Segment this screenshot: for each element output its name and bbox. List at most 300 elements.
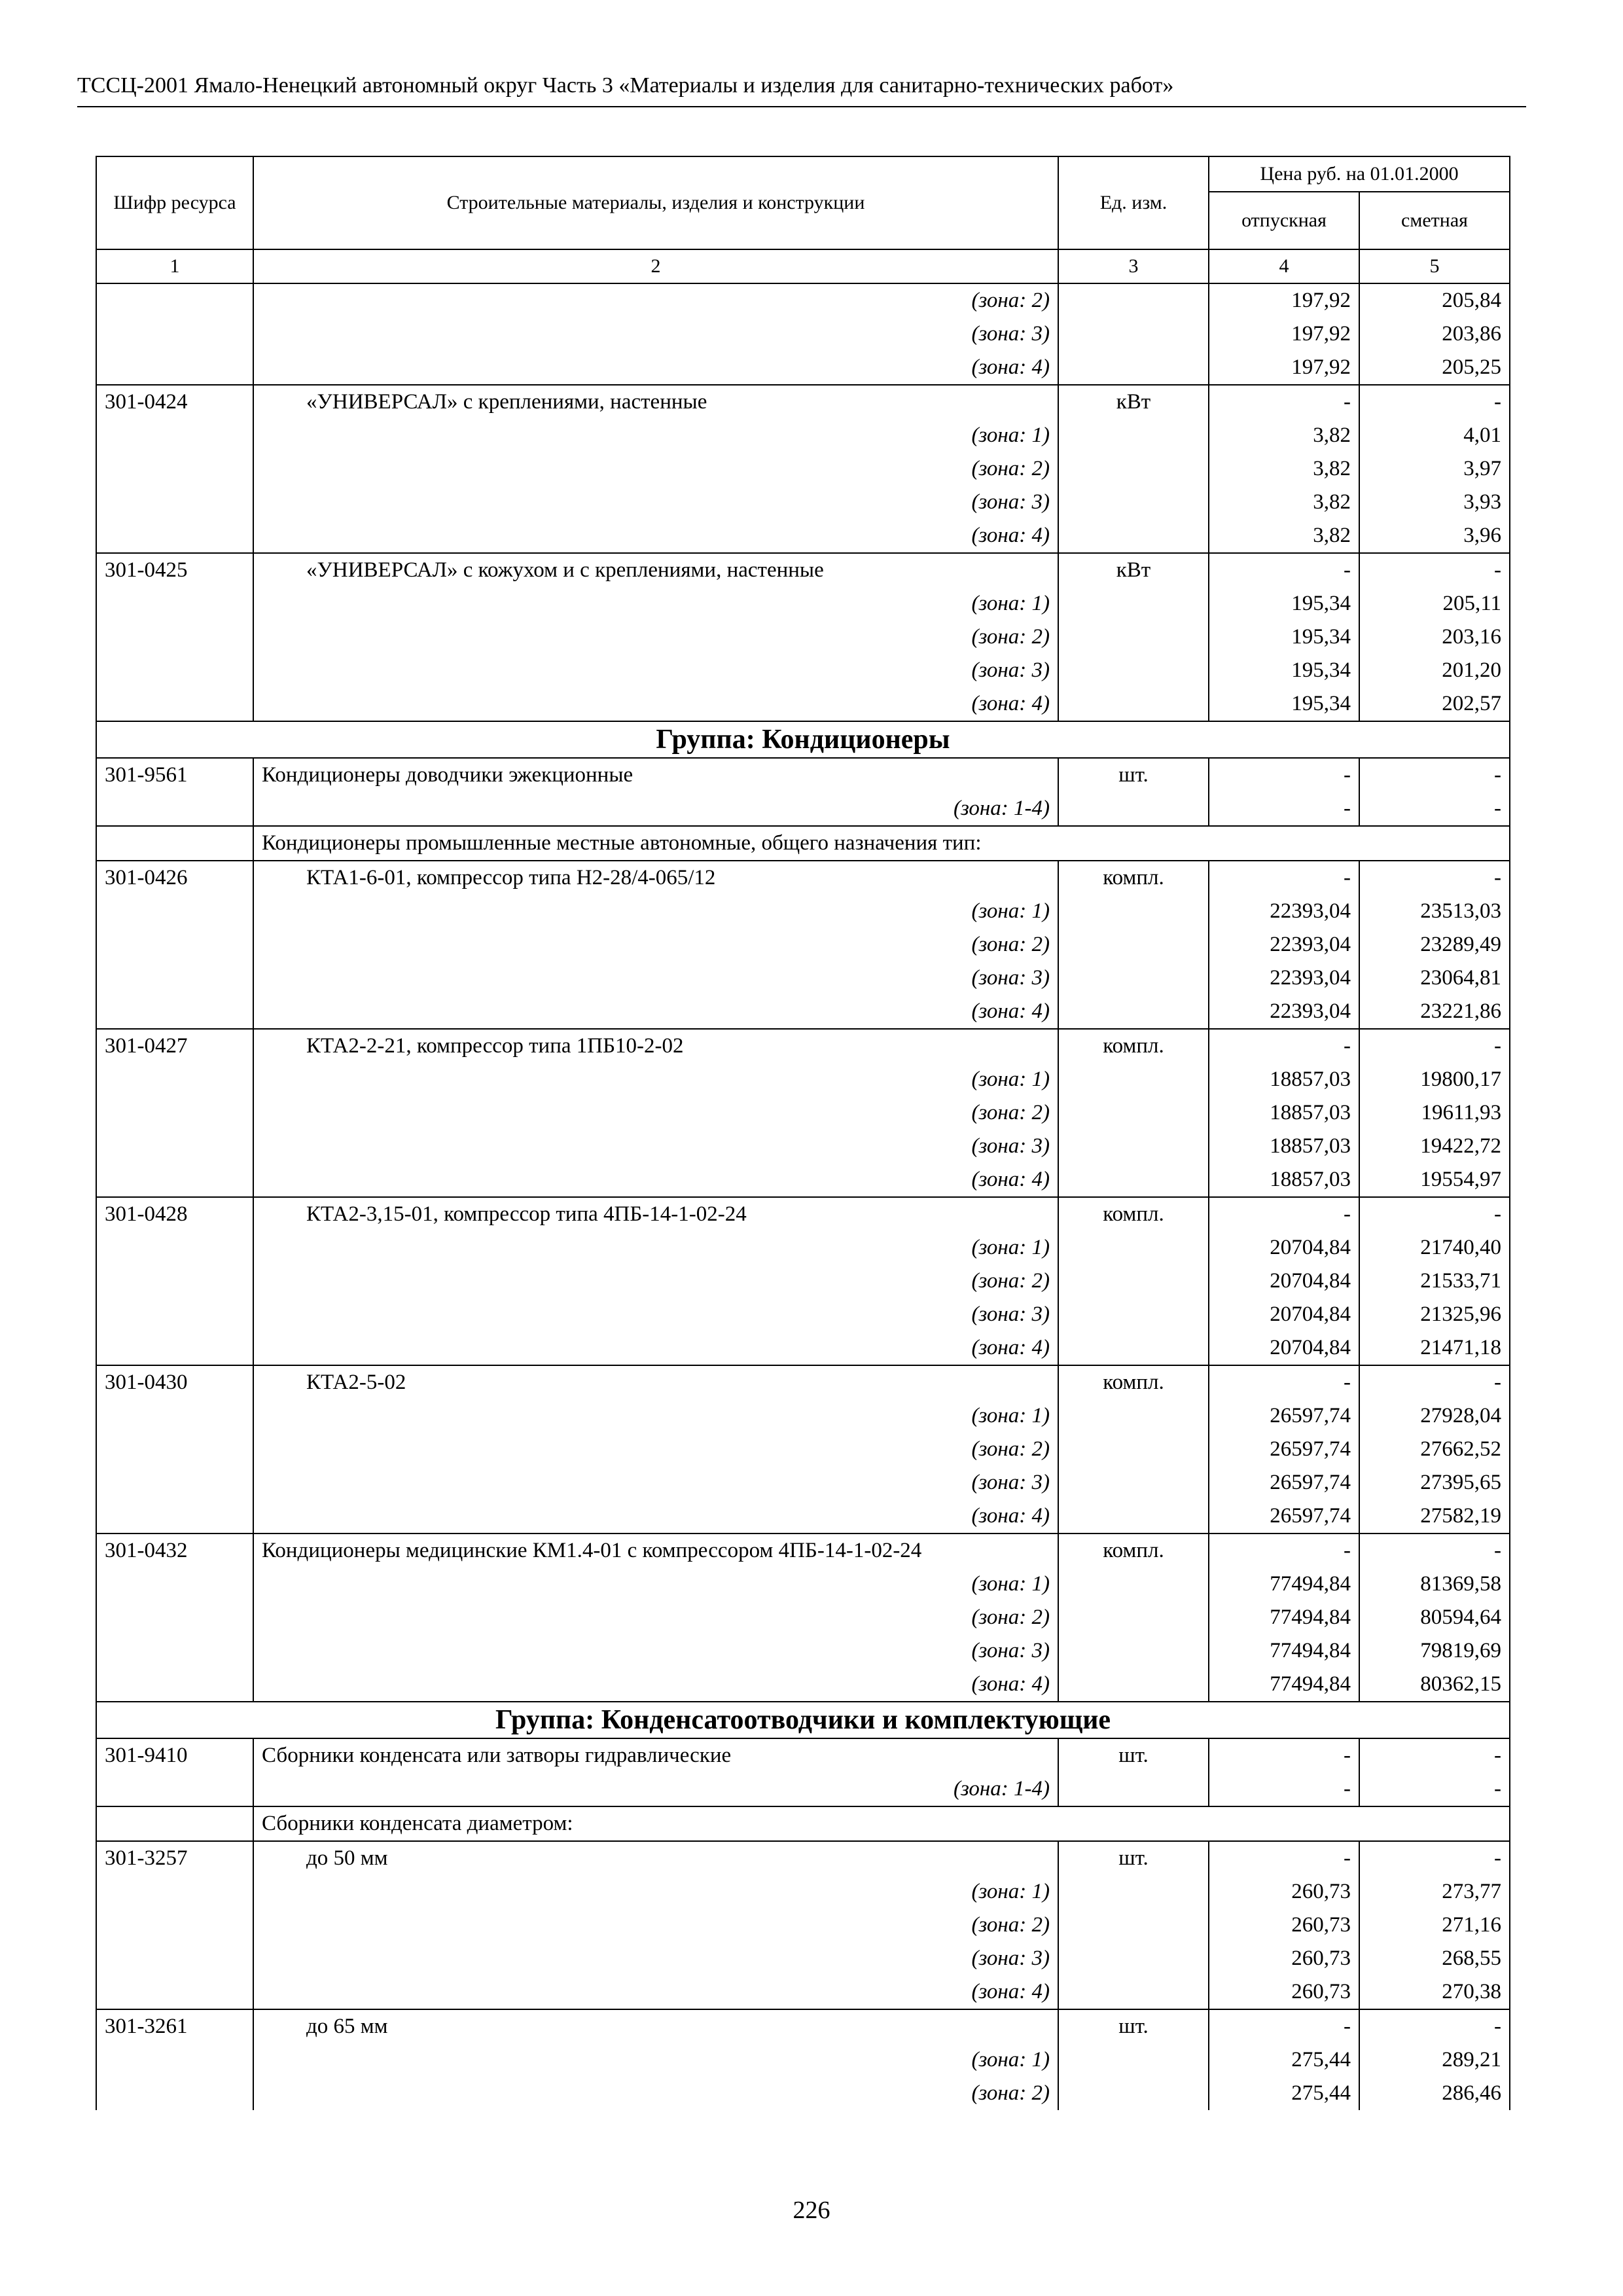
unit-cell (1058, 519, 1209, 553)
unit-cell (1058, 1634, 1209, 1668)
zone-row (96, 895, 1510, 928)
zone-label: (зона: 1) (253, 895, 1058, 928)
release-price: 260,73 (1209, 1875, 1359, 1909)
resource-code-cell (96, 1130, 253, 1163)
estimate-price: 270,38 (1359, 1975, 1510, 2009)
resource-code: 301-3257 (96, 1841, 253, 1875)
zone-label: (зона: 4) (253, 519, 1058, 553)
resource-code-cell (96, 283, 253, 317)
zone-label: (зона: 2) (253, 452, 1058, 486)
estimate-price: 27928,04 (1359, 1399, 1510, 1433)
estimate-price: 268,55 (1359, 1942, 1510, 1975)
estimate-price: 80362,15 (1359, 1668, 1510, 1702)
release-price: 77494,84 (1209, 1634, 1359, 1668)
resource-code-cell (96, 452, 253, 486)
unit-cell (1058, 1298, 1209, 1331)
price-table (96, 156, 1510, 2110)
resource-code: 301-0425 (96, 553, 253, 587)
unit-cell (1058, 1063, 1209, 1096)
release-price: 20704,84 (1209, 1265, 1359, 1298)
resource-code-cell (96, 928, 253, 961)
release-price: 195,34 (1209, 587, 1359, 620)
resource-code-cell (96, 519, 253, 553)
unit-cell (1058, 1668, 1209, 1702)
unit-cell (1058, 1231, 1209, 1265)
header-code: Шифр ресурса (96, 156, 253, 249)
release-price: - (1209, 861, 1359, 895)
unit-cell (1058, 1499, 1209, 1534)
estimate-price: - (1359, 1534, 1510, 1568)
zone-label: (зона: 4) (253, 1499, 1058, 1534)
table-row (96, 2009, 1510, 2043)
release-price: - (1209, 1534, 1359, 1568)
release-price: 3,82 (1209, 519, 1359, 553)
zone-row (96, 1130, 1510, 1163)
release-price: 20704,84 (1209, 1331, 1359, 1365)
table-body (96, 283, 1510, 2110)
unit-cell (1058, 1331, 1209, 1365)
release-price: - (1209, 792, 1359, 826)
header-col-number: 3 (1058, 249, 1209, 283)
material-name: до 65 мм (253, 2009, 1058, 2043)
unit-cell (1058, 620, 1209, 654)
unit-cell (1058, 486, 1209, 519)
resource-code-cell (96, 1909, 253, 1942)
zone-row (96, 587, 1510, 620)
zone-row (96, 1601, 1510, 1634)
resource-code-cell (96, 1096, 253, 1130)
resource-code-cell (96, 620, 253, 654)
unit-cell (1058, 317, 1209, 351)
zone-row (96, 519, 1510, 553)
resource-code-cell (96, 2043, 253, 2077)
zone-row (96, 283, 1510, 317)
table-row (96, 861, 1510, 895)
zone-label: (зона: 2) (253, 928, 1058, 961)
estimate-price: - (1359, 2009, 1510, 2043)
unit-cell: кВт (1058, 385, 1209, 419)
zone-label: (зона: 1) (253, 1399, 1058, 1433)
group-heading-row (96, 1702, 1510, 1738)
release-price: 195,34 (1209, 620, 1359, 654)
zone-row (96, 1265, 1510, 1298)
estimate-price: - (1359, 1365, 1510, 1399)
zone-label: (зона: 3) (253, 1466, 1058, 1499)
estimate-price: 205,25 (1359, 351, 1510, 385)
table-row (96, 1197, 1510, 1231)
estimate-price: - (1359, 792, 1510, 826)
zone-label: (зона: 2) (253, 1909, 1058, 1942)
estimate-price: 27662,52 (1359, 1433, 1510, 1466)
resource-code: 301-0432 (96, 1534, 253, 1568)
header-estimate-price: сметная (1359, 192, 1510, 249)
zone-row (96, 792, 1510, 826)
estimate-price: 289,21 (1359, 2043, 1510, 2077)
estimate-price: - (1359, 861, 1510, 895)
unit-cell (1058, 2043, 1209, 2077)
subheading-row (96, 826, 1510, 861)
zone-label: (зона: 3) (253, 317, 1058, 351)
resource-code: 301-9561 (96, 758, 253, 792)
unit-cell (1058, 2077, 1209, 2110)
resource-code-cell (96, 1466, 253, 1499)
release-price: 20704,84 (1209, 1231, 1359, 1265)
release-price: - (1209, 1029, 1359, 1063)
zone-row (96, 1875, 1510, 1909)
release-price: - (1209, 1772, 1359, 1806)
table-row (96, 1841, 1510, 1875)
release-price: 22393,04 (1209, 995, 1359, 1029)
zone-label: (зона: 3) (253, 654, 1058, 687)
resource-code-cell (96, 1875, 253, 1909)
release-price: 260,73 (1209, 1975, 1359, 2009)
page-header (77, 71, 1526, 107)
release-price: 275,44 (1209, 2043, 1359, 2077)
group-heading-row (96, 721, 1510, 758)
zone-row (96, 1096, 1510, 1130)
zone-row (96, 687, 1510, 721)
material-name: «УНИВЕРСАЛ» с кожухом и с креплениями, настенные (253, 553, 1058, 587)
unit-cell (1058, 1772, 1209, 1806)
table-row (96, 1534, 1510, 1568)
zone-label: (зона: 1-4) (253, 1772, 1058, 1806)
resource-code-cell (96, 1265, 253, 1298)
zone-row (96, 620, 1510, 654)
unit-cell (1058, 419, 1209, 452)
estimate-price: 80594,64 (1359, 1601, 1510, 1634)
unit-cell: компл. (1058, 1197, 1209, 1231)
material-name: КТА2-2-21, компрессор типа 1ПБ10-2-02 (253, 1029, 1058, 1063)
estimate-price: 23064,81 (1359, 961, 1510, 995)
estimate-price: 19422,72 (1359, 1130, 1510, 1163)
unit-cell (1058, 1875, 1209, 1909)
table-row (96, 1365, 1510, 1399)
page-number: 226 (793, 2197, 830, 2224)
estimate-price: 79819,69 (1359, 1634, 1510, 1668)
material-name: КТА2-5-02 (253, 1365, 1058, 1399)
unit-cell (1058, 995, 1209, 1029)
material-name: до 50 мм (253, 1841, 1058, 1875)
header-price: Цена руб. на 01.01.2000 (1209, 156, 1510, 192)
resource-code-cell (96, 419, 253, 452)
estimate-price: 3,96 (1359, 519, 1510, 553)
unit-cell (1058, 1265, 1209, 1298)
header-col-number: 4 (1209, 249, 1359, 283)
release-price: 260,73 (1209, 1909, 1359, 1942)
estimate-price: - (1359, 553, 1510, 587)
resource-code: 301-0424 (96, 385, 253, 419)
zone-label: (зона: 2) (253, 1601, 1058, 1634)
estimate-price: 23289,49 (1359, 928, 1510, 961)
release-price: 3,82 (1209, 486, 1359, 519)
resource-code-cell (96, 587, 253, 620)
unit-cell (1058, 928, 1209, 961)
release-price: 195,34 (1209, 654, 1359, 687)
release-price: 18857,03 (1209, 1096, 1359, 1130)
resource-code-cell (96, 687, 253, 721)
group-heading: Группа: Конденсатоотводчики и комплектующие (96, 1702, 1510, 1738)
header-col-number: 1 (96, 249, 253, 283)
zone-row (96, 1298, 1510, 1331)
unit-cell (1058, 895, 1209, 928)
resource-code: 301-0426 (96, 861, 253, 895)
resource-code-cell (96, 1975, 253, 2009)
zone-row (96, 1466, 1510, 1499)
zone-row (96, 1231, 1510, 1265)
estimate-price: - (1359, 1772, 1510, 1806)
unit-cell (1058, 1601, 1209, 1634)
estimate-price: 3,93 (1359, 486, 1510, 519)
release-price: 197,92 (1209, 351, 1359, 385)
header-name: Строительные материалы, изделия и конструкции (253, 156, 1058, 249)
estimate-price: 3,97 (1359, 452, 1510, 486)
zone-label: (зона: 4) (253, 995, 1058, 1029)
release-price: - (1209, 1197, 1359, 1231)
zone-label: (зона: 4) (253, 1163, 1058, 1197)
zone-label: (зона: 4) (253, 351, 1058, 385)
zone-label: (зона: 1) (253, 1063, 1058, 1096)
zone-row (96, 928, 1510, 961)
subheading-text: Кондиционеры промышленные местные автономные, общего назначения тип: (253, 826, 1510, 861)
release-price: 26597,74 (1209, 1499, 1359, 1534)
resource-code-cell (96, 1942, 253, 1975)
zone-row (96, 1975, 1510, 2009)
release-price: 260,73 (1209, 1942, 1359, 1975)
release-price: 18857,03 (1209, 1163, 1359, 1197)
resource-code-cell (96, 1231, 253, 1265)
estimate-price: 205,84 (1359, 283, 1510, 317)
release-price: 197,92 (1209, 317, 1359, 351)
estimate-price: 27582,19 (1359, 1499, 1510, 1534)
unit-cell (1058, 283, 1209, 317)
zone-row (96, 486, 1510, 519)
zone-label: (зона: 3) (253, 961, 1058, 995)
zone-row (96, 317, 1510, 351)
zone-label: (зона: 1) (253, 419, 1058, 452)
zone-row (96, 1163, 1510, 1197)
zone-row (96, 1331, 1510, 1365)
resource-code-cell (96, 351, 253, 385)
estimate-price: 21740,40 (1359, 1231, 1510, 1265)
unit-cell: компл. (1058, 1365, 1209, 1399)
release-price: 77494,84 (1209, 1601, 1359, 1634)
zone-label: (зона: 3) (253, 486, 1058, 519)
zone-label: (зона: 2) (253, 1265, 1058, 1298)
zone-row (96, 452, 1510, 486)
unit-cell: компл. (1058, 861, 1209, 895)
header-col-number: 2 (253, 249, 1058, 283)
release-price: - (1209, 758, 1359, 792)
zone-row (96, 1668, 1510, 1702)
zone-row (96, 995, 1510, 1029)
estimate-price: 21325,96 (1359, 1298, 1510, 1331)
zone-row (96, 1942, 1510, 1975)
release-price: 197,92 (1209, 283, 1359, 317)
resource-code-cell (96, 486, 253, 519)
estimate-price: - (1359, 1197, 1510, 1231)
zone-row (96, 2043, 1510, 2077)
estimate-price: - (1359, 758, 1510, 792)
unit-cell (1058, 1399, 1209, 1433)
release-price: 22393,04 (1209, 928, 1359, 961)
unit-cell (1058, 792, 1209, 826)
unit-cell (1058, 1433, 1209, 1466)
estimate-price: - (1359, 1738, 1510, 1772)
resource-code-cell (96, 1298, 253, 1331)
unit-cell (1058, 1466, 1209, 1499)
release-price: 275,44 (1209, 2077, 1359, 2110)
table-header (96, 156, 1510, 283)
release-price: - (1209, 553, 1359, 587)
release-price: 22393,04 (1209, 895, 1359, 928)
estimate-price: 271,16 (1359, 1909, 1510, 1942)
unit-cell (1058, 1163, 1209, 1197)
estimate-price: 205,11 (1359, 587, 1510, 620)
zone-row (96, 654, 1510, 687)
zone-label: (зона: 2) (253, 283, 1058, 317)
material-name: КТА2-3,15-01, компрессор типа 4ПБ-14-1-02-24 (253, 1197, 1058, 1231)
zone-row (96, 1499, 1510, 1534)
zone-label: (зона: 2) (253, 2077, 1058, 2110)
zone-row (96, 961, 1510, 995)
resource-code-cell (96, 895, 253, 928)
table-row (96, 553, 1510, 587)
estimate-price: 19800,17 (1359, 1063, 1510, 1096)
release-price: 77494,84 (1209, 1668, 1359, 1702)
unit-cell (1058, 452, 1209, 486)
zone-row (96, 351, 1510, 385)
estimate-price: 203,86 (1359, 317, 1510, 351)
estimate-price: 21471,18 (1359, 1331, 1510, 1365)
resource-code: 301-3261 (96, 2009, 253, 2043)
release-price: 26597,74 (1209, 1399, 1359, 1433)
unit-cell (1058, 961, 1209, 995)
estimate-price: 81369,58 (1359, 1568, 1510, 1601)
resource-code-cell (96, 317, 253, 351)
subheading-row (96, 1806, 1510, 1841)
release-price: 77494,84 (1209, 1568, 1359, 1601)
resource-code-cell (96, 1163, 253, 1197)
resource-code-cell (96, 1499, 253, 1534)
resource-code-cell (96, 1063, 253, 1096)
zone-label: (зона: 1) (253, 2043, 1058, 2077)
estimate-price: 4,01 (1359, 419, 1510, 452)
release-price: 26597,74 (1209, 1433, 1359, 1466)
zone-row (96, 1568, 1510, 1601)
unit-cell (1058, 687, 1209, 721)
unit-cell (1058, 351, 1209, 385)
estimate-price: - (1359, 385, 1510, 419)
resource-code: 301-9410 (96, 1738, 253, 1772)
estimate-price: 21533,71 (1359, 1265, 1510, 1298)
zone-label: (зона: 2) (253, 1096, 1058, 1130)
resource-code-cell (96, 1772, 253, 1806)
zone-row (96, 2077, 1510, 2110)
header-release-price: отпускная (1209, 192, 1359, 249)
release-price: 195,34 (1209, 687, 1359, 721)
release-price: 3,82 (1209, 452, 1359, 486)
zone-label: (зона: 1) (253, 1875, 1058, 1909)
unit-cell (1058, 1975, 1209, 2009)
estimate-price: 23513,03 (1359, 895, 1510, 928)
unit-cell: шт. (1058, 758, 1209, 792)
unit-cell: кВт (1058, 553, 1209, 587)
resource-code-cell (96, 792, 253, 826)
estimate-price: 19554,97 (1359, 1163, 1510, 1197)
zone-label: (зона: 3) (253, 1942, 1058, 1975)
zone-label: (зона: 4) (253, 1331, 1058, 1365)
estimate-price: 27395,65 (1359, 1466, 1510, 1499)
unit-cell (1058, 1568, 1209, 1601)
resource-code-cell (96, 1331, 253, 1365)
material-name: Кондиционеры доводчики эжекционные (253, 758, 1058, 792)
material-name: Сборники конденсата или затворы гидравлические (253, 1738, 1058, 1772)
zone-label: (зона: 2) (253, 620, 1058, 654)
unit-cell (1058, 654, 1209, 687)
release-price: 3,82 (1209, 419, 1359, 452)
estimate-price: 23221,86 (1359, 995, 1510, 1029)
release-price: - (1209, 1365, 1359, 1399)
unit-cell (1058, 1909, 1209, 1942)
unit-cell (1058, 1942, 1209, 1975)
group-heading: Группа: Кондиционеры (96, 721, 1510, 758)
resource-code-cell (96, 1433, 253, 1466)
resource-code: 301-0430 (96, 1365, 253, 1399)
unit-cell: компл. (1058, 1534, 1209, 1568)
zone-row (96, 1399, 1510, 1433)
release-price: 18857,03 (1209, 1130, 1359, 1163)
resource-code-cell (96, 1634, 253, 1668)
zone-label: (зона: 3) (253, 1130, 1058, 1163)
zone-row (96, 1063, 1510, 1096)
release-price: 18857,03 (1209, 1063, 1359, 1096)
release-price: - (1209, 1738, 1359, 1772)
unit-cell (1058, 1130, 1209, 1163)
zone-label: (зона: 4) (253, 1975, 1058, 2009)
header-col-number: 5 (1359, 249, 1510, 283)
release-price: - (1209, 385, 1359, 419)
release-price: 26597,74 (1209, 1466, 1359, 1499)
resource-code-cell (96, 1399, 253, 1433)
zone-label: (зона: 1) (253, 1231, 1058, 1265)
zone-label: (зона: 2) (253, 1433, 1058, 1466)
estimate-price: 19611,93 (1359, 1096, 1510, 1130)
resource-code-cell (96, 1601, 253, 1634)
zone-row (96, 1433, 1510, 1466)
release-price: - (1209, 1841, 1359, 1875)
unit-cell: шт. (1058, 2009, 1209, 2043)
estimate-price: 202,57 (1359, 687, 1510, 721)
estimate-price: 286,46 (1359, 2077, 1510, 2110)
resource-code-cell (96, 654, 253, 687)
resource-code-cell (96, 2077, 253, 2110)
header-unit: Ед. изм. (1058, 156, 1209, 249)
material-name: «УНИВЕРСАЛ» с креплениями, настенные (253, 385, 1058, 419)
table-row (96, 1029, 1510, 1063)
resource-code: 301-0428 (96, 1197, 253, 1231)
resource-code: 301-0427 (96, 1029, 253, 1063)
zone-label: (зона: 1-4) (253, 792, 1058, 826)
zone-row (96, 1772, 1510, 1806)
release-price: - (1209, 2009, 1359, 2043)
zone-row (96, 1909, 1510, 1942)
zone-label: (зона: 3) (253, 1298, 1058, 1331)
release-price: 22393,04 (1209, 961, 1359, 995)
zone-label: (зона: 3) (253, 1634, 1058, 1668)
release-price: 20704,84 (1209, 1298, 1359, 1331)
zone-label: (зона: 4) (253, 1668, 1058, 1702)
resource-code-cell (96, 1568, 253, 1601)
